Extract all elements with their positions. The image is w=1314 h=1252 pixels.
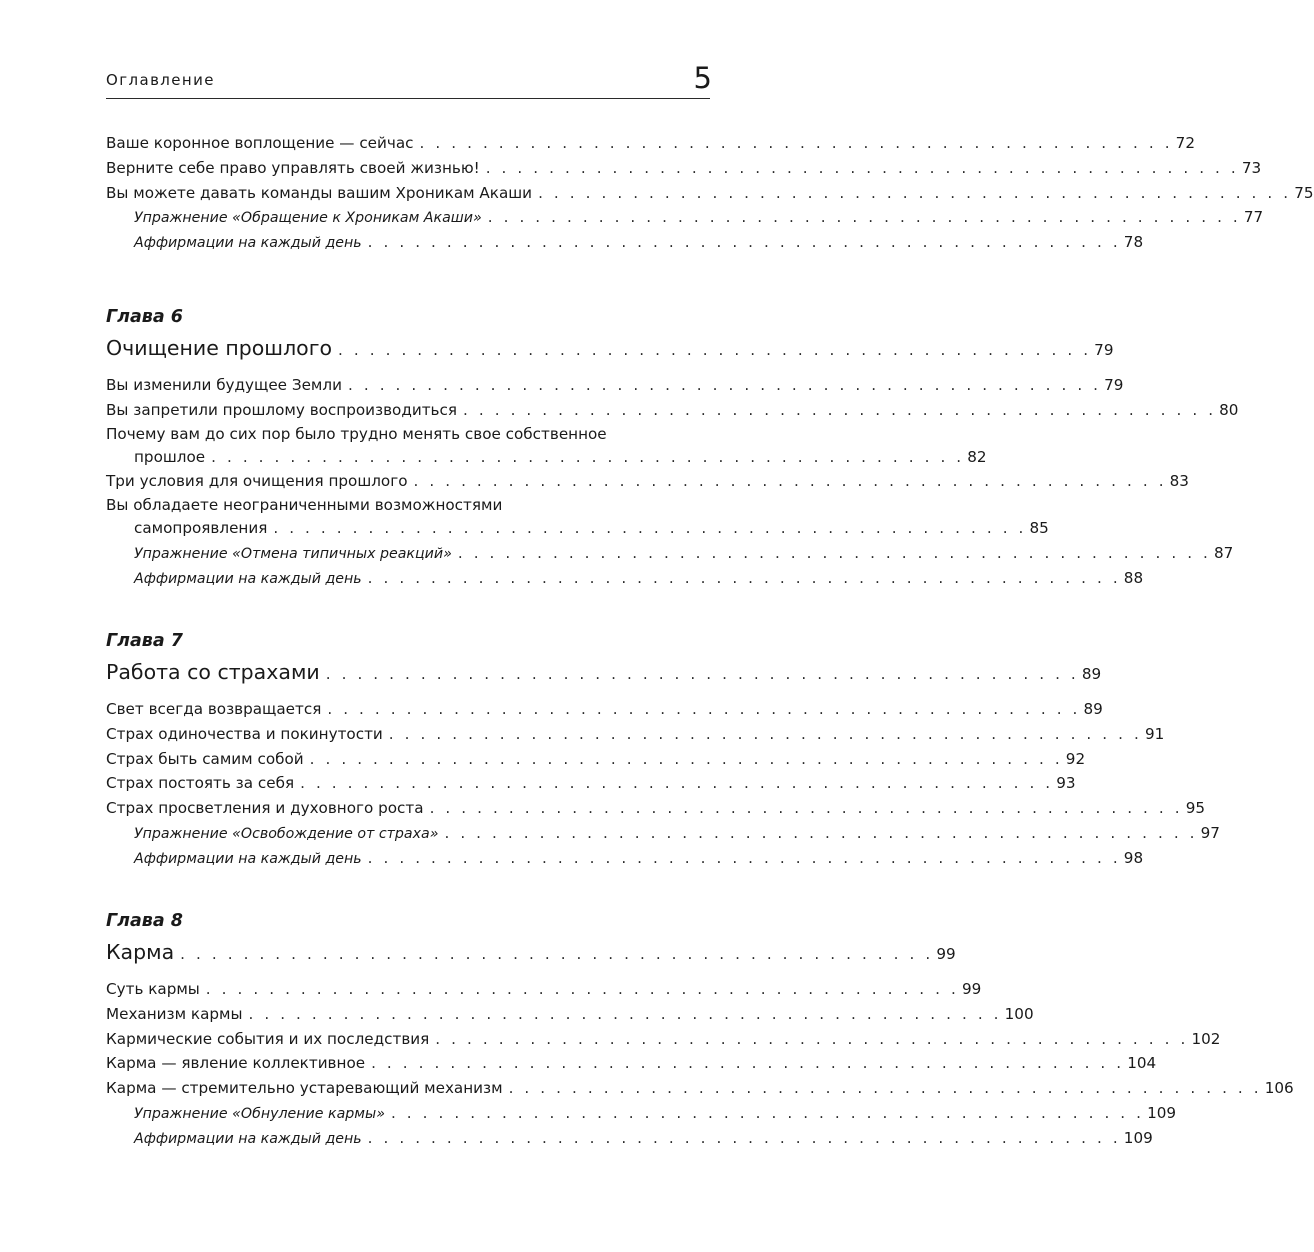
toc-leader-dots: . . . . . . . . . . . . . . . . . . . . . . . . . . . . . . . . . . . . . . . . . . . . . . . . xyxy=(248,1004,1002,1023)
toc-entry[interactable] xyxy=(106,156,1262,181)
toc-subentry[interactable] xyxy=(106,1126,1153,1151)
toc-entry-title: Упражнение «Обнуление кармы» xyxy=(134,1102,391,1127)
toc-leader-dots: . . . . . . . . . . . . . . . . . . . . . . . . . . . . . . . . . . . . . . . . . . . . . . . . xyxy=(390,1103,1145,1122)
toc-leader-dots: . . . . . . . . . . . . . . . . . . . . . . . . . . . . . . . . . . . . . . . . . . . . . . . . xyxy=(429,799,1183,818)
toc-entry-title: Аффирмации на каждый день xyxy=(134,567,368,592)
toc-entry-page: 73 xyxy=(1241,158,1262,177)
toc-leader-dots: . . . . . . . . . . . . . . . . . . . . . . . . . . . . . . . . . . . . . . . . . . . . . . . . xyxy=(457,543,1211,562)
toc-leader-dots: . . . . . . . . . . . . . . . . . . . . . . . . . . . . . . . . . . . . . . . . . . . . . . . . xyxy=(371,1054,1125,1073)
chapter-title-entry[interactable] xyxy=(106,331,1114,365)
toc-entry-title: самопроявления xyxy=(134,516,273,541)
toc-entry-title: Страх просветления и духовного роста xyxy=(106,796,430,821)
toc-entry-page: 75 xyxy=(1294,183,1314,202)
toc-entry-page: 78 xyxy=(1123,233,1144,252)
chapter-title: Очищение прошлого xyxy=(106,331,338,365)
toc-entry[interactable] xyxy=(106,722,1165,747)
toc-leader-dots: . . . . . . . . . . . . . . . . . . . . . . . . . . . . . . . . . . . . . . . . . . . . . . . . xyxy=(463,400,1217,419)
toc-entry-title: Вы обладаете неограниченными возможностями xyxy=(106,494,508,516)
toc-entry-page: 88 xyxy=(1123,568,1144,587)
toc-entry-title: Аффирмации на каждый день xyxy=(134,231,368,256)
toc-entry[interactable] xyxy=(106,181,1314,206)
toc-entry[interactable] xyxy=(106,771,1076,796)
toc-leader-dots: . . . . . . . . . . . . . . . . . . . . . . . . . . . . . . . . . . . . . . . . . . . . . . . . xyxy=(367,1128,1121,1147)
toc-entry-title: Карма — явление коллективное xyxy=(106,1051,371,1076)
toc-entry-title: Страх постоять за себя xyxy=(106,771,300,796)
toc-entry[interactable] xyxy=(106,1076,1294,1101)
toc-entry-title: Свет всегда возвращается xyxy=(106,697,327,722)
toc-leader-dots: . . . . . . . . . . . . . . . . . . . . . . . . . . . . . . . . . . . . . . . . . . . . . . . . xyxy=(435,1029,1189,1048)
toc-leader-dots: . . . . . . . . . . . . . . . . . . . . . . . . . . . . . . . . . . . . . . . . . . . . . . . . xyxy=(325,665,1079,683)
toc-entry-title: Механизм кармы xyxy=(106,1002,248,1027)
toc-leader-dots: . . . . . . . . . . . . . . . . . . . . . . . . . . . . . . . . . . . . . . . . . . . . . . . . xyxy=(309,749,1063,768)
toc-entry[interactable] xyxy=(106,747,1086,772)
chapter-title: Работа со страхами xyxy=(106,655,326,689)
toc-entry-title: Почему вам до сих пор было трудно менять свое собственное xyxy=(106,423,613,445)
toc-entry-page: 98 xyxy=(1123,848,1144,867)
toc-entry[interactable] xyxy=(106,796,1206,821)
toc-entry-title: Аффирмации на каждый день xyxy=(134,1127,368,1152)
toc-entry-page: 109 xyxy=(1123,1128,1153,1147)
toc-leader-dots: . . . . . . . . . . . . . . . . . . . . . . . . . . . . . . . . . . . . . . . . . . . . . . . . xyxy=(485,158,1239,177)
toc-subentry[interactable] xyxy=(106,1101,1177,1126)
toc-leader-dots: . . . . . . . . . . . . . . . . . . . . . . . . . . . . . . . . . . . . . . . . . . . . . . . . xyxy=(419,134,1173,152)
toc-leader-dots: . . . . . . . . . . . . . . . . . . . . . . . . . . . . . . . . . . . . . . . . . . . . . . . . xyxy=(347,376,1102,394)
toc-subentry[interactable] xyxy=(106,566,1144,591)
toc-section-continued xyxy=(106,131,1314,255)
toc-entry-page: 72 xyxy=(1175,134,1195,152)
chapter-title-entry[interactable] xyxy=(106,935,956,969)
toc-entry-page: 99 xyxy=(936,945,956,963)
toc-leader-dots: . . . . . . . . . . . . . . . . . . . . . . . . . . . . . . . . . . . . . . . . . . . . . . . . xyxy=(487,208,1241,227)
toc-entry[interactable] xyxy=(106,469,1189,494)
toc-leader-dots: . . . . . . . . . . . . . . . . . . . . . . . . . . . . . . . . . . . . . . . . . . . . . . . . xyxy=(367,848,1121,867)
toc-entry-line2[interactable] xyxy=(106,516,1049,541)
toc-entry[interactable] xyxy=(106,697,1103,722)
toc-leader-dots: . . . . . . . . . . . . . . . . . . . . . . . . . . . . . . . . . . . . . . . . . . . . . . . . xyxy=(508,1079,1262,1098)
toc-entry-title: Вы можете давать команды вашим Хроникам Акаши xyxy=(106,181,538,206)
toc-leader-dots: . . . . . . . . . . . . . . . . . . . . . . . . . . . . . . . . . . . . . . . . . . . . . . . . xyxy=(327,700,1081,718)
running-header-title: Оглавление xyxy=(106,71,215,89)
toc-leader-dots: . . . . . . . . . . . . . . . . . . . . . . . . . . . . . . . . . . . . . . . . . . . . . . . . xyxy=(338,341,1092,359)
toc-subentry[interactable] xyxy=(106,821,1220,846)
chapter-6 xyxy=(106,303,1239,591)
toc-subentry[interactable] xyxy=(106,541,1234,566)
toc-entry-line1[interactable] xyxy=(106,423,710,445)
toc-entry-title: Вы запретили прошлому воспроизводиться xyxy=(106,398,463,423)
toc-entry-page: 79 xyxy=(1104,376,1124,394)
toc-entry-title: Верните себе право управлять своей жизнью! xyxy=(106,156,486,181)
toc-entry-title: Кармические события и их последствия xyxy=(106,1027,435,1052)
toc-entry-page: 80 xyxy=(1219,400,1239,419)
toc-entry-title: Суть кармы xyxy=(106,977,206,1002)
toc-leader-dots: . . . . . . . . . . . . . . . . . . . . . . . . . . . . . . . . . . . . . . . . . . . . . . . . xyxy=(388,724,1142,743)
toc-leader-dots: . . . . . . . . . . . . . . . . . . . . . . . . . . . . . . . . . . . . . . . . . . . . . . . . xyxy=(367,568,1121,587)
toc-entry-page: 102 xyxy=(1191,1029,1221,1048)
toc-entry[interactable] xyxy=(106,131,1195,156)
toc-entry-page: 83 xyxy=(1169,472,1189,491)
toc-entry[interactable] xyxy=(106,1027,1221,1052)
toc-entry-page: 100 xyxy=(1004,1004,1034,1023)
toc-leader-dots: . . . . . . . . . . . . . . . . . . . . . . . . . . . . . . . . . . . . . . . . . . . . . . . . xyxy=(413,472,1167,491)
toc-entry[interactable] xyxy=(106,373,1124,398)
toc-entry-title: Три условия для очищения прошлого xyxy=(106,469,414,494)
toc-entry-page: 106 xyxy=(1264,1079,1294,1098)
toc-entry-title: Карма — стремительно устаревающий механизм xyxy=(106,1076,509,1101)
toc-entry-page: 89 xyxy=(1081,665,1102,683)
toc-entry-title: Вы изменили будущее Земли xyxy=(106,373,348,398)
toc-leader-dots: . . . . . . . . . . . . . . . . . . . . . . . . . . . . . . . . . . . . . . . . . . . . . . . . xyxy=(444,823,1198,842)
toc-entry-page: 92 xyxy=(1065,749,1086,768)
toc-leader-dots: . . . . . . . . . . . . . . . . . . . . . . . . . . . . . . . . . . . . . . . . . . . . . . . . xyxy=(205,980,959,998)
toc-entry-page: 79 xyxy=(1094,341,1114,359)
chapter-title: Карма xyxy=(106,935,180,969)
toc-entry-title: Аффирмации на каждый день xyxy=(134,847,368,872)
toc-entry-page: 77 xyxy=(1243,208,1264,227)
toc-entry-line2[interactable] xyxy=(106,445,987,470)
toc-entry-page: 87 xyxy=(1213,543,1234,562)
page-number: 5 xyxy=(693,61,712,95)
toc-entry-title: Ваше коронное воплощение — сейчас xyxy=(106,131,420,156)
toc-leader-dots: . . . . . . . . . . . . . . . . . . . . . . . . . . . . . . . . . . . . . . . . . . . . . . . . xyxy=(273,519,1027,538)
toc-entry[interactable] xyxy=(106,1051,1157,1076)
toc-entry-page: 97 xyxy=(1200,823,1220,842)
toc-entry-page: 99 xyxy=(961,980,982,998)
toc-entry-page: 95 xyxy=(1185,799,1206,818)
toc-entry[interactable] xyxy=(106,1002,1034,1027)
toc-entry-title: Упражнение «Отмена типичных реакций» xyxy=(134,542,458,567)
toc-entry-page: 91 xyxy=(1144,724,1165,743)
toc-entry-page: 82 xyxy=(967,447,987,466)
chapter-7 xyxy=(106,627,1220,871)
toc-entry-title: Страх быть самим собой xyxy=(106,747,310,772)
toc-entry[interactable] xyxy=(106,977,982,1002)
chapter-label: Глава 8 xyxy=(106,911,183,931)
toc-entry-page: 89 xyxy=(1083,700,1103,718)
toc-entry-title: прошлое xyxy=(134,445,211,470)
toc-entry-line1[interactable] xyxy=(106,494,710,516)
toc-subentry[interactable] xyxy=(106,205,1264,230)
toc-entry-page: 109 xyxy=(1147,1103,1177,1122)
toc-leader-dots: . . . . . . . . . . . . . . . . . . . . . . . . . . . . . . . . . . . . . . . . . . . . . . . . xyxy=(300,774,1054,793)
chapter-8 xyxy=(106,907,1294,1151)
toc-leader-dots: . . . . . . . . . . . . . . . . . . . . . . . . . . . . . . . . . . . . . . . . . . . . . . . . xyxy=(367,233,1121,252)
chapter-title-entry[interactable] xyxy=(106,655,1102,689)
toc-entry-title: Упражнение «Обращение к Хроникам Акаши» xyxy=(134,206,488,231)
running-header xyxy=(106,58,710,99)
toc-subentry[interactable] xyxy=(106,230,1144,255)
toc-entry-title: Упражнение «Освобождение от страха» xyxy=(134,822,444,847)
toc-leader-dots: . . . . . . . . . . . . . . . . . . . . . . . . . . . . . . . . . . . . . . . . . . . . . . . . xyxy=(538,183,1292,202)
toc-leader-dots: . . . . . . . . . . . . . . . . . . . . . . . . . . . . . . . . . . . . . . . . . . . . . . . . xyxy=(180,945,934,963)
chapter-label: Глава 6 xyxy=(106,307,183,327)
toc-entry-page: 93 xyxy=(1056,774,1076,793)
toc-entry-title: Страх одиночества и покинутости xyxy=(106,722,389,747)
chapter-label: Глава 7 xyxy=(106,631,183,651)
toc-entry-page: 104 xyxy=(1127,1054,1157,1073)
toc-entry-page: 85 xyxy=(1029,519,1049,538)
toc-entry[interactable] xyxy=(106,398,1239,423)
toc-leader-dots: . . . . . . . . . . . . . . . . . . . . . . . . . . . . . . . . . . . . . . . . . . . . . . . . xyxy=(211,447,965,466)
toc-subentry[interactable] xyxy=(106,846,1144,871)
